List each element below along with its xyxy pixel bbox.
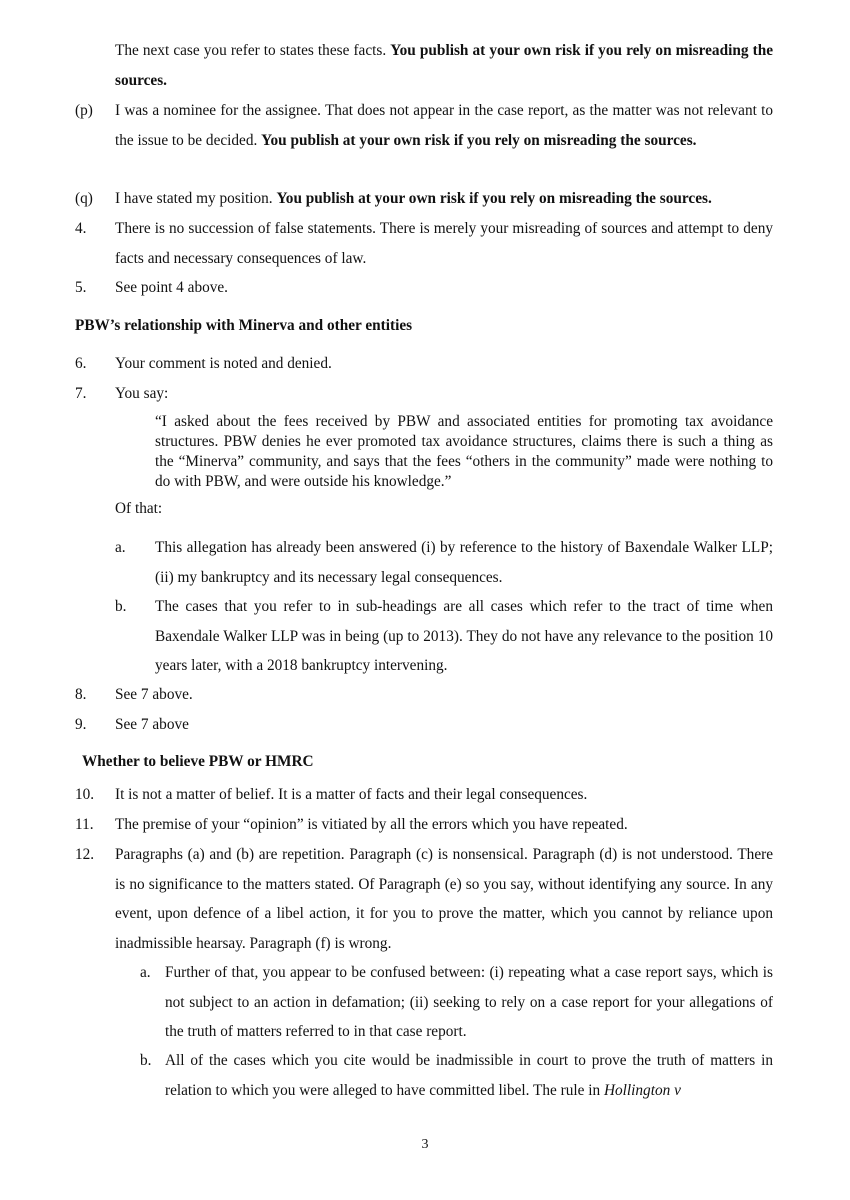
of-that-label: Of that:	[115, 500, 163, 517]
item-12-number: 12.	[75, 846, 95, 863]
item-9-text: See 7 above	[115, 716, 189, 733]
item-12a-number: a.	[140, 964, 151, 981]
block-quote: “I asked about the fees received by PBW and associated entities for promoting tax avoidance structures. PBW denies he ever promoted tax avoidance structures, claims there is such a thing as the “Minerva” community, and says that the fees “others in the community” made were nothing to do with PBW, and were outside his knowledge.”	[155, 413, 773, 490]
risk-warning: You publish at your own risk if you rely on misreading the sources.	[261, 131, 697, 149]
item-10-text: It is not a matter of belief. It is a matter of facts and their legal consequences.	[115, 786, 588, 803]
item-q-number: (q)	[75, 190, 93, 207]
item-5-text: See point 4 above.	[115, 279, 229, 296]
item-8-text: See 7 above.	[115, 686, 193, 703]
item-6-number: 6.	[75, 355, 87, 372]
item-7a-number: a.	[115, 539, 126, 556]
item-10-number: 10.	[75, 786, 95, 803]
item-12b	[165, 1046, 773, 1105]
item-6-text: Your comment is noted and denied.	[115, 355, 332, 372]
item-p	[115, 96, 773, 155]
item-12b-number: b.	[140, 1052, 152, 1069]
item-9-number: 9.	[75, 716, 87, 733]
item-12a-text: Further of that, you appear to be confused between: (i) repeating what a case report says, which is not subject to an action in defamation; (ii) seeking to rely on a case report for your allegations of the truth of matters referred to in that case report.	[165, 964, 773, 1040]
item-7b-text: The cases that you refer to in sub-headings are all cases which refer to the tract of time when Baxendale Walker LLP was in being (up to 2013). They do not have any relevance to the position 10 years later, with a 2018 bankruptcy intervening.	[155, 598, 773, 674]
item-11-number: 11.	[75, 816, 94, 833]
item-p-text: I was a nominee for the assignee. That does not appear in the case report, as the matter was not relevant to the issue to be decided.	[115, 102, 773, 149]
item-o-continuation	[115, 36, 773, 95]
risk-warning: You publish at your own risk if you rely on misreading the sources.	[115, 42, 774, 89]
case-citation: Hollington v	[603, 1081, 681, 1099]
risk-warning: You publish at your own risk if you rely on misreading the sources.	[276, 190, 712, 207]
section-heading-belief: Whether to believe PBW or HMRC	[82, 753, 314, 770]
item-4-text: There is no succession of false statements. There is merely your misreading of sources and attempt to deny facts and necessary consequences of law.	[115, 220, 773, 267]
item-7a-text: This allegation has already been answered (i) by reference to the history of Baxendale Walker LLP; (ii) my bankruptcy and its necessary legal consequences.	[155, 539, 773, 586]
section-heading-minerva: PBW’s relationship with Minerva and other entities	[75, 317, 413, 334]
item-11-text: The premise of your “opinion” is vitiated by all the errors which you have repeated.	[115, 816, 628, 833]
item-12b-text: All of the cases which you cite would be inadmissible in court to prove the truth of matters in relation to which you were alleged to have committed libel. The rule in	[165, 1052, 773, 1099]
item-4-number: 4.	[75, 220, 87, 237]
item-q-text: I have stated my position.	[115, 190, 273, 207]
item-7-text: You say:	[115, 385, 169, 402]
item-q	[115, 184, 775, 214]
item-o-text: The next case you refer to states these facts.	[115, 42, 387, 59]
page-number: 3	[421, 1137, 429, 1152]
item-7-number: 7.	[75, 385, 87, 402]
item-7b-number: b.	[115, 598, 127, 615]
item-12-text: Paragraphs (a) and (b) are repetition. Paragraph (c) is nonsensical. Paragraph (d) is not understood. There is no significance to the matters stated. Of Paragraph (e) so you say, without identifying any source. In any event, upon defence of a libel action, it for you to prove the matter, which you cannot by reliance upon inadmissible hearsay. Paragraph (f) is wrong.	[115, 846, 773, 952]
item-5-number: 5.	[75, 279, 87, 296]
item-p-number: (p)	[75, 102, 93, 119]
item-8-number: 8.	[75, 686, 87, 703]
